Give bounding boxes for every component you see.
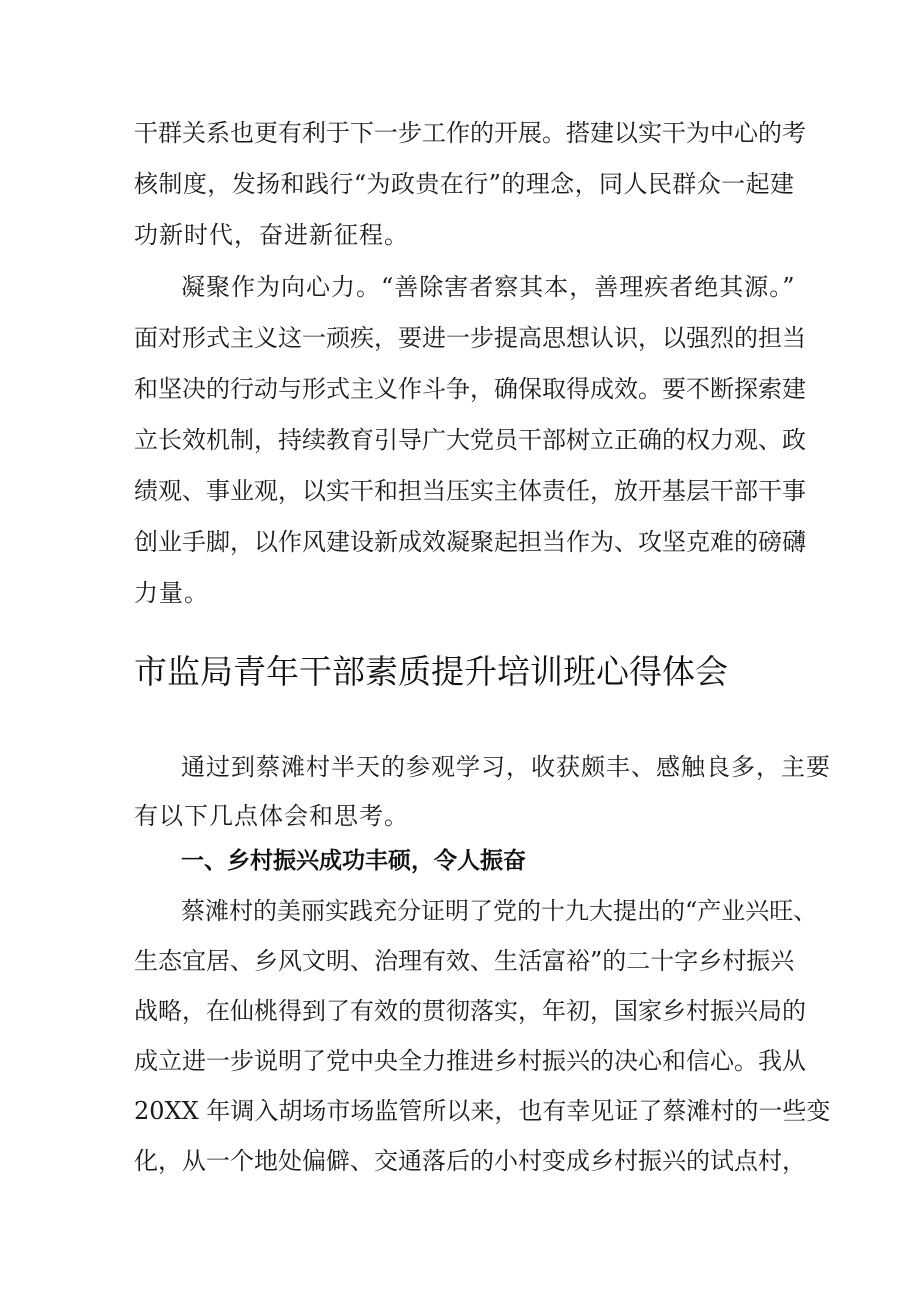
- paragraph-line: 创业手脚，以作风建设新成效凝聚起担当作为、攻坚克难的磅礴: [134, 528, 806, 556]
- paragraph-line: 功新时代，奋进新征程。: [134, 221, 409, 249]
- paragraph-line: 20XX 年调入胡场市场监管所以来，也有幸见证了蔡滩村的一些变: [134, 1097, 831, 1125]
- paragraph-line: 蔡滩村的美丽实践充分证明了党的十九大提出的“产业兴旺、: [181, 897, 818, 925]
- paragraph-line: 战略，在仙桃得到了有效的贯彻落实，年初，国家乡村振兴局的: [134, 997, 806, 1025]
- paragraph-line: 力量。: [134, 579, 209, 607]
- paragraph-line: 化，从一个地处偏僻、交通落后的小村变成乡村振兴的试点村，: [134, 1147, 806, 1175]
- paragraph-line: 核制度，发扬和践行“为政贵在行”的理念，同人民群众一起建: [134, 170, 794, 198]
- paragraph-line: 凝聚作为向心力。“善除害者察其本，善理疾者绝其源。”: [181, 273, 796, 301]
- article-title: 市监局青年干部素质提升培训班心得体会: [134, 652, 728, 691]
- paragraph-line: 通过到蔡滩村半天的参观学习，收获颇丰、感触良多，主要: [181, 753, 831, 781]
- paragraph-line: 干群关系也更有利于下一步工作的开展。搭建以实干为中心的考: [134, 119, 806, 147]
- paragraph-line: 成立进一步说明了党中央全力推进乡村振兴的决心和信心。我从: [134, 1047, 806, 1075]
- paragraph-line: 生态宜居、乡风文明、治理有效、生活富裕”的二十字乡村振兴: [134, 947, 795, 975]
- paragraph-line: 面对形式主义这一顽疾，要进一步提高思想认识，以强烈的担当: [134, 324, 806, 352]
- paragraph-line: 立长效机制，持续教育引导广大党员干部树立正确的权力观、政: [134, 426, 806, 454]
- paragraph-line: 有以下几点体会和思考。: [134, 802, 409, 830]
- paragraph-line: 绩观、事业观，以实干和担当压实主体责任，放开基层干部干事: [134, 477, 806, 505]
- paragraph-line: 和坚决的行动与形式主义作斗争，确保取得成效。要不断探索建: [134, 375, 806, 403]
- section-heading: 一、乡村振兴成功丰硕，令人振奋: [181, 848, 526, 874]
